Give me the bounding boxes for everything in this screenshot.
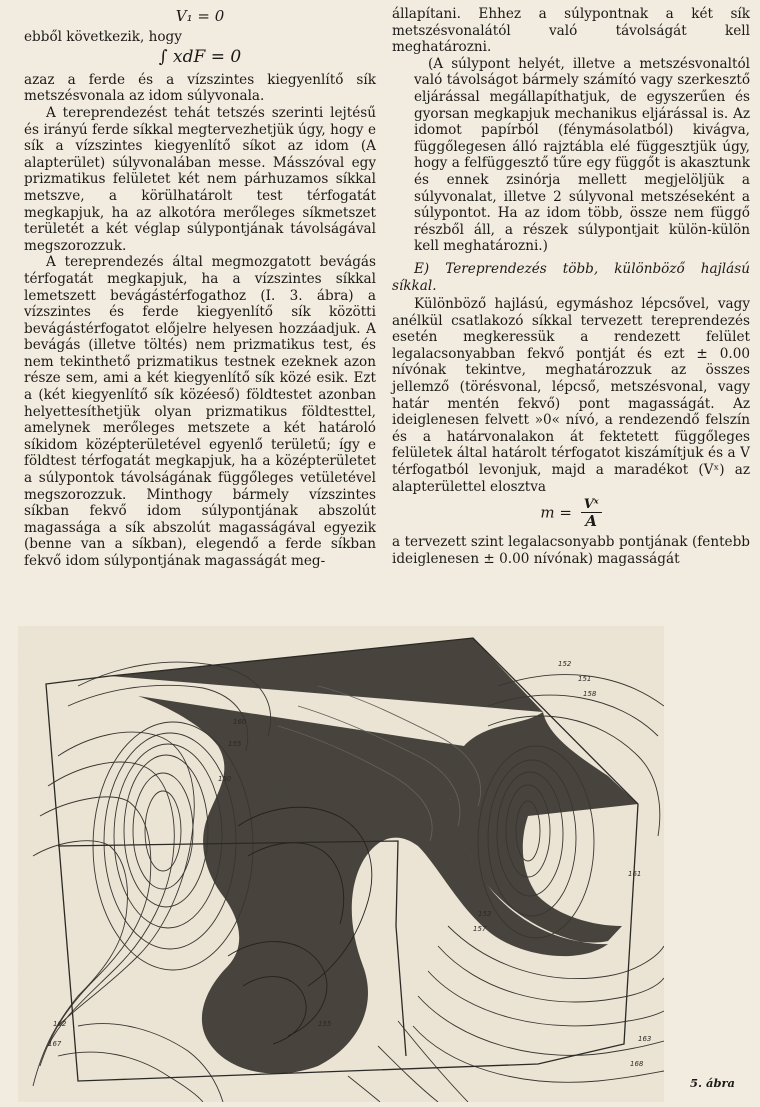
equation-m-denominator: A xyxy=(585,512,597,531)
contour-label: 160 xyxy=(233,718,247,726)
section-heading-e: E) Tereprendezés több, különböző hajlású síkkal. xyxy=(392,260,750,294)
contour-map-figure xyxy=(18,626,664,1102)
equation-m xyxy=(392,497,750,530)
left-column xyxy=(24,6,376,570)
contour-label: 150 xyxy=(218,775,232,783)
contour-label: 163 xyxy=(638,1035,652,1043)
figure-caption: 5. ábra xyxy=(690,1076,736,1090)
right-column xyxy=(392,6,750,567)
contour-label: 155 xyxy=(228,740,242,748)
paragraph-parenthetical: (A súlypont helyét, illetve a metszésvonaltól való távolságot bármely számító vagy szerkesztő eljárással megállapíthatjuk, de egyszerűen és gyorsan megkapjuk mechanikus eljárással is. Az idomot papírból (fénymásolatból) kivágva, függőlegesen álló rajztábla elé függesztjük úgy, hogy a felfüggesztő tűre egy függőt is akasztunk és ennek zsinórja mellett megjelöljük a súlyvonalat, illetve 2 súlyvonal metszéseként a súlypontot. Ha az idom több, össze nem függő részből áll, a részek súlypontjait külön-külön kell meghatározni.) xyxy=(414,55,750,255)
paragraph-2: A tereprendezés által megmozgatott bevágás térfogatát megkapjuk, ha a vízszintes síkkal lemetszett bevágástérfogathoz (I. 3. ábra) a vízszintes és ferde kiegyenlítő sík közötti bevágástérfogatot előjelre helyesen hozzáadjuk. A bevágás (illetve töltés) nem prizmatikus test, és nem tekinthető prizmatikus testnek ezeknek azon része sem, ami a két kiegyenlítő sík közé esik. Ezt a (két kiegyenlítő sík közéeső) földtestet azonban helyettesíthetjük olyan prizmatikus földtesttel, amelynek merőleges metszete a két határoló síkidom középterületével egyenlő területű; így e földtest térfogatát megkapjuk, ha a középterületet a súlypontok távolságának függőleges vetületével megszorozzuk. Minthogy bármely vízszintes síkban fekvő idom súlypontjának abszolút magassága a sík abszolút magasságával egyezik (benne van a síkban), elegendő a ferde síkban fekvő idom súlypontjának magasságát meg- xyxy=(24,254,376,569)
figure-texture xyxy=(18,626,664,1102)
contour-label: 151 xyxy=(578,675,592,683)
equation-m-fraction xyxy=(581,497,602,530)
paragraph-4: a tervezett szint legalacsonyabb pontjának (fentebb ideiglenesen ± 0.00 nívónak) magasságát xyxy=(392,534,750,567)
paragraph-intro: ebből következik, hogy xyxy=(24,28,182,45)
contour-label: 157 xyxy=(473,925,487,933)
equation-m-numerator: Vˣ xyxy=(581,497,602,513)
contour-label: 155 xyxy=(318,1020,332,1028)
paragraph-continued: állapítani. Ehhez a súlypontnak a két sík metszésvonalától való távolságát kell meghatározni. xyxy=(392,6,750,56)
contour-label: 167 xyxy=(48,1040,62,1048)
contour-label: 168 xyxy=(630,1060,644,1068)
paragraph-3: Különböző hajlású, egymáshoz lépcsővel, vagy anélkül csatlakozó síkkal tervezett tereprendezés esetén megkeressük a rendezett felület legalacsonyabban fekvő pontját és ezt ± 0.00 nívónak tekintve, meghatározzuk az összes jellemző (törésvonal, lépcső, metszésvonal, vagy határ mentén fekvő) pont magasságát. Az ideiglenesen felvett »0« nívó, a rendezendő felszín és a határvonalakon át fektetett függőleges felületek által határolt térfogatot kiszámítjuk és a V térfogatból levonjuk, majd a maradékot (Vˣ) az alapterülettel elosztva xyxy=(392,296,750,495)
equation-v1: V₁ = 0 xyxy=(175,7,225,25)
paragraph-after-equation: azaz a ferde és a vízszintes kiegyenlítő sík metszésvonala az idom súlyvonala. xyxy=(24,71,376,105)
contour-label: 162 xyxy=(53,1020,67,1028)
equation-m-lhs: m = xyxy=(540,503,572,522)
contour-label: 158 xyxy=(583,690,597,698)
contour-label: 153 xyxy=(478,910,492,918)
paragraph-1: A tereprendezést tehát tetszés szerinti lejtésű és irányú ferde síkkal megtervezhetjük úgy, hogy e sík a vízszintes kiegyenlítő síkot az idom (A alapterület) súlyvonalában messe. Másszóval egy prizmatikus felületet két nem párhuzamos síkkal metszve, a körülhatárolt test térfogatát megkapjuk, ha az alkotóra merőleges síkmetszet területét a két véglap súlypontjának távolságával megszorozzuk. xyxy=(24,104,376,254)
equation-integral: ∫ xdF = 0 xyxy=(158,47,242,68)
contour-label: 152 xyxy=(558,660,572,668)
contour-label: 161 xyxy=(628,870,642,878)
